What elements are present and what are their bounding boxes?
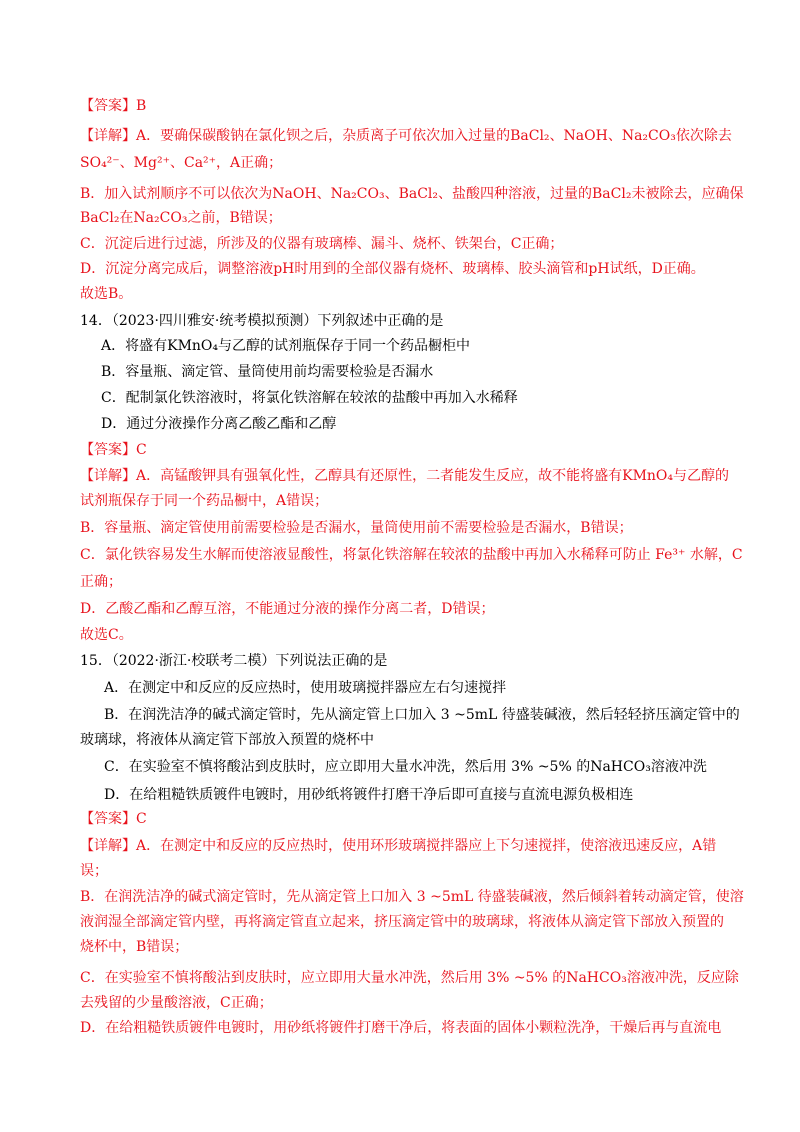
q13-explanation-line: SO₄²⁻、Mg²⁺、Ca²⁺，A正确； — [80, 155, 283, 171]
q14-stem: 14．（2023·四川雅安·统考模拟预测）下列叙述中正确的是 — [80, 313, 444, 329]
q13-explanation-line: B．加入试剂顺序不可以依次为NaOH、Na₂CO₃、BaCl₂、盐酸四种溶液，过量的BaCl₂未被除去，应确保 — [80, 186, 744, 202]
q14-answer: 【答案】C — [80, 442, 147, 458]
q15-explanation-line: D．在给粗糙铁质镀件电镀时，用砂纸将镀件打磨干净后，将表面的固体小颗粒洗净，干燥后再与直流电 — [80, 1020, 722, 1036]
q14-explanation-line: 【详解】A．高锰酸钾具有强氧化性，乙醇具有还原性，二者能发生反应，故不能将盛有KMnO₄与乙醇的 — [80, 468, 730, 484]
q14-explanation-line: D．乙酸乙酯和乙醇互溶，不能通过分液的操作分离二者，D错误； — [80, 601, 495, 617]
q15-option: B．在润洗洁净的碱式滴定管时，先从滴定管上口加入 3 ~5mL 待盛装碱液，然后轻轻挤压滴定管中的 — [104, 707, 740, 723]
q15-explanation-line: B．在润洗洁净的碱式滴定管时，先从滴定管上口加入 3 ~5mL 待盛装碱液，然后倾斜着转动滴定管，使溶 — [80, 889, 744, 905]
q15-option: A．在测定中和反应的反应热时，使用玻璃搅拌器应左右匀速搅拌 — [104, 680, 507, 696]
q15-explanation-line: 去残留的少量酸溶液，C正确； — [80, 995, 273, 1011]
q13-explanation-line: BaCl₂在Na₂CO₃之前，B错误； — [80, 210, 282, 226]
q14-explanation-line: C．氯化铁容易发生水解而使溶液显酸性，将氯化铁溶解在较浓的盐酸中再加入水稀释可防止 Fe³⁺ 水解，C — [80, 547, 743, 563]
q14-option: B．容量瓶、滴定管、量筒使用前均需要检验是否漏水 — [101, 364, 434, 380]
q13-answer: 【答案】B — [80, 98, 147, 114]
q15-explanation-line: 误； — [80, 863, 108, 879]
q13-explanation-line: D．沉淀分离完成后，调整溶液pH时用到的全部仪器有烧杯、玻璃棒、胶头滴管和pH试纸，D正确。 — [80, 261, 705, 277]
q13-explanation-line: 故选B。 — [80, 286, 133, 302]
q15-answer: 【答案】C — [80, 811, 147, 827]
q15-explanation-line: C．在实验室不慎将酸沾到皮肤时，应立即用大量水冲洗，然后用 3% ~5% 的NaHCO₃溶液冲洗，反应除 — [80, 970, 739, 986]
q14-option: D．通过分液操作分离乙酸乙酯和乙醇 — [101, 416, 337, 432]
q13-explanation-line: C．沉淀后进行过滤，所涉及的仪器有玻璃棒、漏斗、烧杯、铁架台，C正确； — [80, 236, 564, 252]
q14-option: C．配制氯化铁溶液时，将氯化铁溶解在较浓的盐酸中再加入水稀释 — [101, 390, 518, 406]
q13-explanation-line: 【详解】A．要确保碳酸钠在氯化钡之后，杂质离子可依次加入过量的BaCl₂、NaOH、Na₂CO₃依次除去 — [80, 128, 732, 144]
q15-option: D．在给粗糙铁质镀件电镀时，用砂纸将镀件打磨干净后即可直接与直流电源负极相连 — [104, 787, 634, 803]
q15-explanation-line: 【详解】A．在测定中和反应的反应热时，使用环形玻璃搅拌器应上下匀速搅拌，使溶液迅速反应，A错 — [80, 838, 717, 854]
q15-explanation-line: 烧杯中，B错误； — [80, 939, 189, 955]
q14-explanation-line: 正确； — [80, 574, 122, 590]
q15-stem: 15．（2022·浙江·校联考二模）下列说法正确的是 — [80, 653, 388, 669]
q15-option: 玻璃球，将液体从滴定管下部放入预置的烧杯中 — [80, 732, 374, 748]
q15-option: C．在实验室不慎将酸沾到皮肤时，应立即用大量水冲洗，然后用 3% ~5% 的NaHCO₃溶液冲洗 — [104, 759, 707, 775]
q15-explanation-line: 液润湿全部滴定管内壁，再将滴定管直立起来，挤压滴定管中的玻璃球，将液体从滴定管下部放入预置的 — [80, 914, 724, 930]
q14-explanation-line: 故选C。 — [80, 627, 133, 643]
q14-explanation-line: 试剂瓶保存于同一个药品橱中，A错误； — [80, 493, 329, 509]
q14-option: A．将盛有KMnO₄与乙醇的试剂瓶保存于同一个药品橱柜中 — [101, 338, 471, 354]
q14-explanation-line: B．容量瓶、滴定管使用前需要检验是否漏水，量筒使用前不需要检验是否漏水，B错误； — [80, 520, 633, 536]
